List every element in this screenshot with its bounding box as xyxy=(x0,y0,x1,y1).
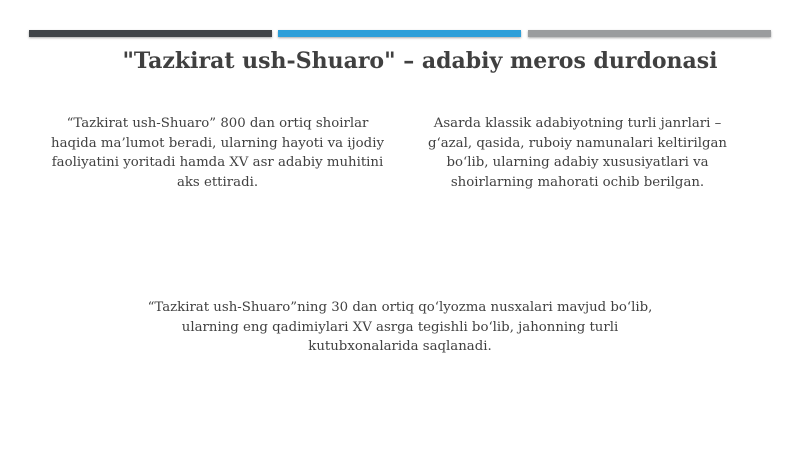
right-paragraph: Asarda klassik adabiyotning turli janrlari – gʻazal, qasida, ruboiy namunalari keltirilgan boʻlib, ularning adabiy xususiyatlari va shoirlarning mahorati ochib berilgan. xyxy=(428,116,727,190)
bottom-paragraph: “Tazkirat ush-Shuaro”ning 30 dan ortiq qoʻlyozma nusxalari mavjud boʻlib, ularning eng qadimiylari XV asrga tegishli boʻlib, jahonning turli kutubxonalarida saqlanadi. xyxy=(147,300,653,354)
accent-bar-dark xyxy=(29,30,272,37)
left-paragraph: “Tazkirat ush-Shuaro” 800 dan ortiq shoirlar haqida ma’lumot beradi, ularning hayoti va ijodiy faoliyatini yoritadi hamda XV asr adabiy muhitini aks ettiradi. xyxy=(51,116,384,190)
accent-bar-blue xyxy=(278,30,521,37)
accent-bar-gray xyxy=(528,30,771,37)
slide-title: "Tazkirat ush-Shuaro" – adabiy meros durdonasi xyxy=(122,48,718,74)
